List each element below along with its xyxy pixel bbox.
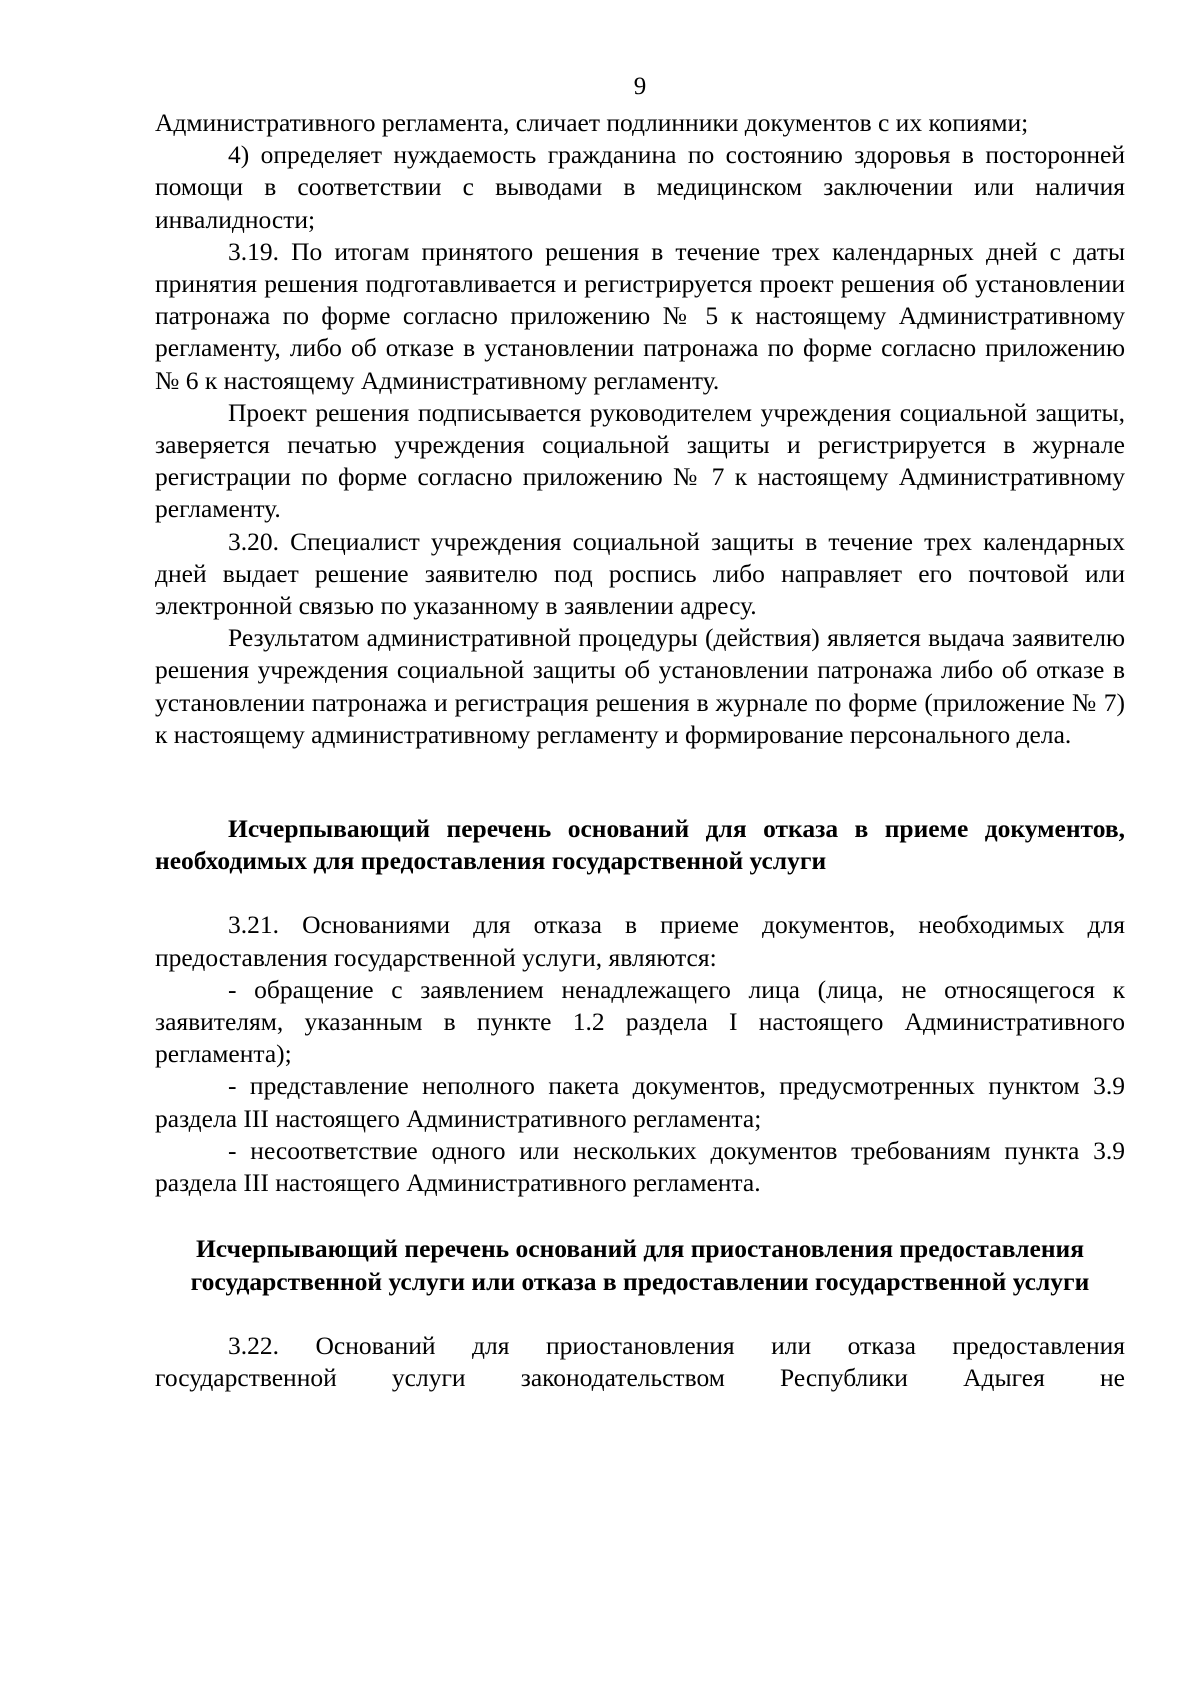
section-heading-refusal-reasons: Исчерпывающий перечень оснований для отказа в приеме документов, необходимых для предоставления государственной услуги — [155, 814, 1125, 876]
section-spacer — [155, 1298, 1125, 1330]
list-item-incomplete-package: - представление неполного пакета документов, предусмотренных пунктом 3.9 раздела III настоящего Административного регламента; — [155, 1071, 1125, 1133]
paragraph-3-21: 3.21. Основаниями для отказа в приеме документов, необходимых для предоставления государственной услуги, являются: — [155, 910, 1125, 972]
section-spacer — [155, 1199, 1125, 1233]
document-body — [155, 107, 1125, 1394]
section-heading-suspension-reasons: Исчерпывающий перечень оснований для приостановления предоставления государственной услуги или отказа в предоставлении государственной услуги — [190, 1234, 1090, 1296]
page-number: 9 — [633, 73, 647, 100]
paragraph-need-assessment: 4) определяет нуждаемость гражданина по состоянию здоровья в посторонней помощи в соответствии с выводами в медицинском заключении или наличия инвалидности; — [155, 140, 1125, 234]
list-item-improper-applicant: - обращение с заявлением ненадлежащего лица (лица, не относящегося к заявителям, указанным в пункте 1.2 раздела I настоящего Административного регламента); — [155, 974, 1125, 1069]
list-item-document-mismatch: - несоответствие одного или нескольких документов требованиям пункта 3.9 раздела III настоящего Административного регламента. — [155, 1135, 1125, 1198]
section-spacer — [155, 877, 1125, 909]
section-spacer — [155, 751, 1125, 813]
paragraph-3-20: 3.20. Специалист учреждения социальной защиты в течение трех календарных дней выдает решение заявителю под роспись либо направляет его почтовой или электронной связью по указанному в заявлении адресу. — [155, 526, 1125, 621]
paragraph-3-22: 3.22. Оснований для приостановления или отказа предоставления государственной услуги законодательством Республики Адыгея не — [155, 1330, 1125, 1392]
paragraph-regulation-copies: Административного регламента, сличает подлинники документов с их копиями; — [155, 108, 1029, 137]
paragraph-procedure-result: Результатом административной процедуры (действия) является выдача заявителю решения учреждения социальной защиты об установлении патронажа либо об отказе в установлении патронажа и регистрация решения в журнале по форме (приложение № 7) к настоящему административному регламенту и формирование персонального дела. — [155, 623, 1125, 749]
paragraph-decision-signing: Проект решения подписывается руководителем учреждения социальной защиты, заверяется печатью учреждения социальной защиты и регистрируется в журнале регистрации по форме согласно приложению № 7 к настоящему Административному регламенту. — [155, 397, 1125, 524]
paragraph-3-19: 3.19. По итогам принятого решения в течение трех календарных дней с даты принятия решения подготавливается и регистрируется проект решения об установлении патронажа по форме согласно приложению № 5 к настоящему Административному регламенту, либо об отказе в установлении патронажа по форме согласно приложению № 6 к настоящему Административному регламенту. — [155, 236, 1125, 395]
